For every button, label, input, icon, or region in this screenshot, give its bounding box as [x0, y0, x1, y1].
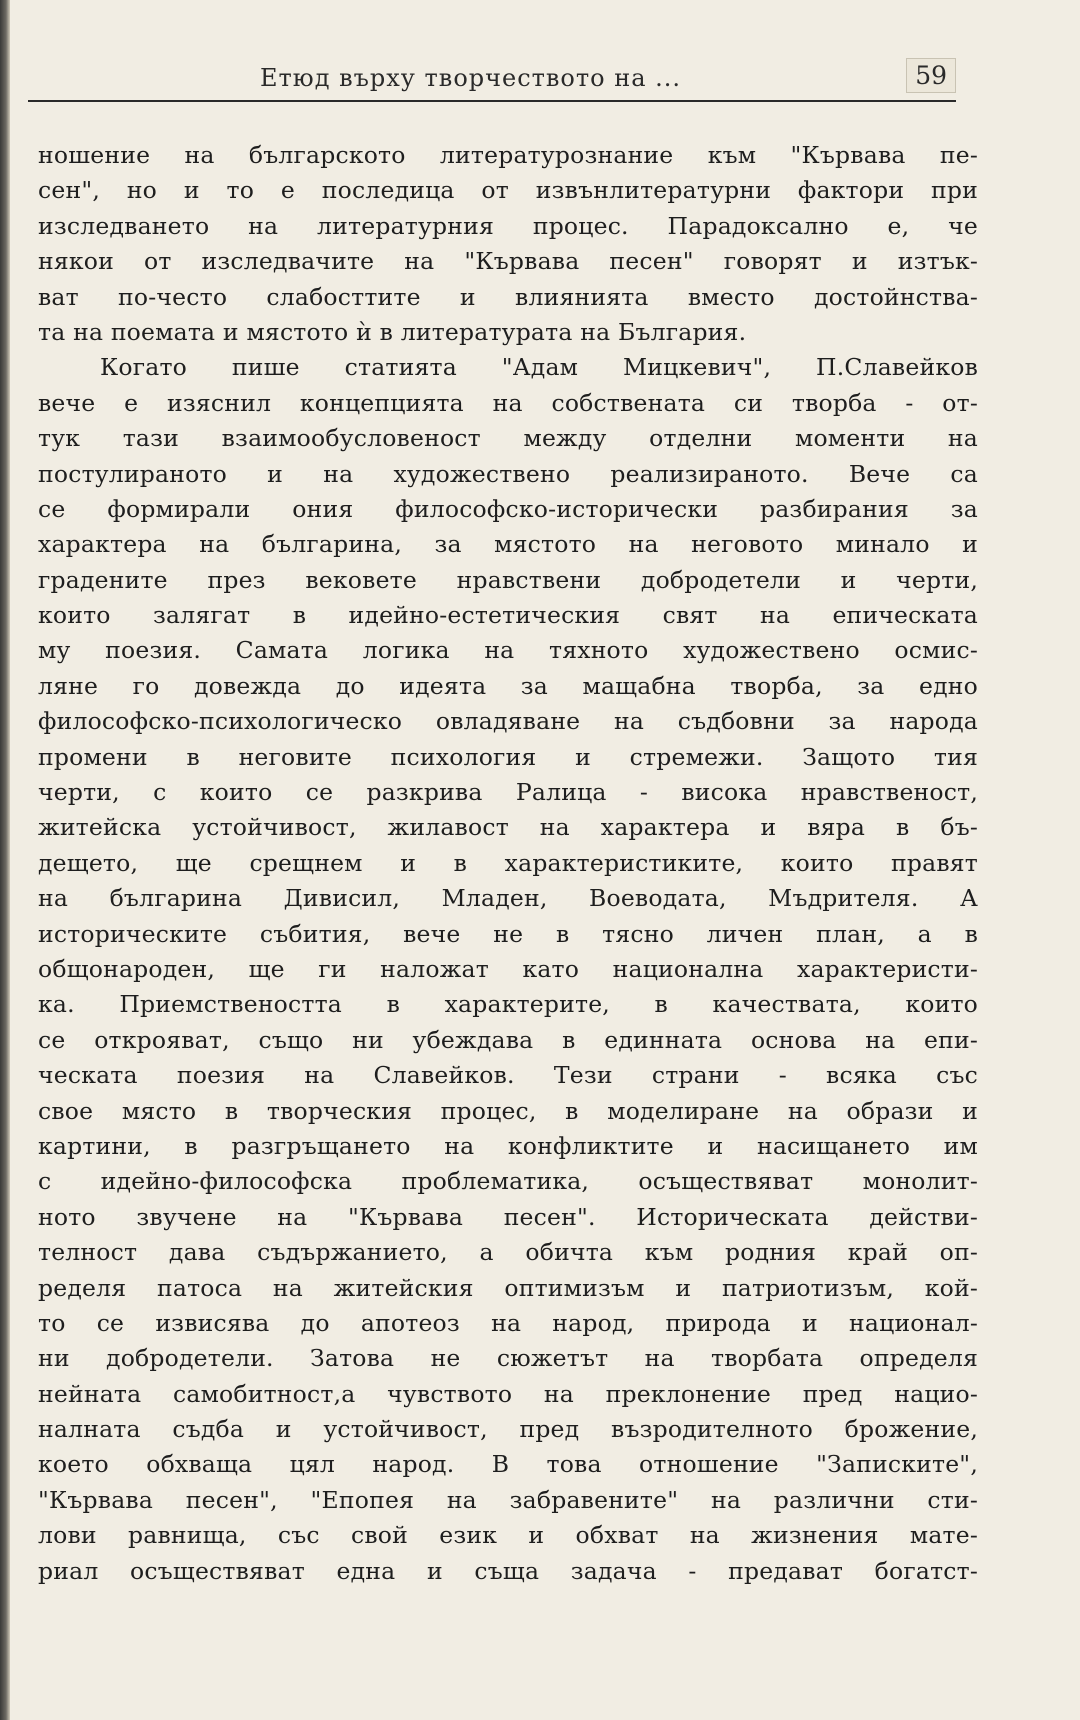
- text-line: ношение на българското литературознание към "Кървава пе-: [38, 141, 978, 169]
- text-line: общонароден, ще ги наложат като национална характеристи-: [38, 954, 978, 983]
- text-line: тук тази взаимообусловеност между отделни моменти на: [38, 424, 978, 453]
- text-line: което обхваща цял народ. В това отношение "Записките",: [38, 1450, 978, 1479]
- running-title: Етюд върху творчеството на ...: [260, 64, 682, 92]
- text-line: характера на българина, за мястото на неговото минало и: [38, 530, 978, 559]
- text-line: ческата поезия на Славейков. Тези страни - всяка със: [38, 1061, 978, 1090]
- text-line: ват по-често слабосттите и влиянията вместо достойнства-: [38, 282, 978, 311]
- text-line: с идейно-философска проблематика, осъществяват монолит-: [38, 1167, 978, 1196]
- text-line: се открояват, също ни убеждава в единната основа на епи-: [38, 1025, 978, 1054]
- text-line: сен", но и то е последица от извънлитературни фактори при: [38, 176, 978, 205]
- text-line: историческите събития, вече не в тясно личен план, а в: [38, 919, 978, 948]
- text-line: вече е изяснил концепцията на собствената си творба - от-: [38, 388, 978, 417]
- text-line: то се извисява до апотеоз на народ, природа и национал-: [38, 1308, 978, 1337]
- text-line: промени в неговите психология и стремежи. Защото тия: [38, 742, 978, 771]
- text-line: свое място в творческия процес, в моделиране на образи и: [38, 1096, 978, 1125]
- binding-edge: [0, 0, 10, 1720]
- text-line: някои от изследвачите на "Кървава песен" говорят и изтък-: [38, 247, 978, 276]
- text-line: та на поемата и мястото ѝ в литературата на България.: [38, 317, 747, 346]
- text-line: черти, с които се разкрива Ралица - висока нравственост,: [38, 778, 978, 807]
- text-line: изследването на литературния процес. Парадоксално е, че: [38, 211, 978, 240]
- text-line: дещето, ще срещнем и в характеристиките, които правят: [38, 848, 978, 877]
- text-line: се формирали ония философско-исторически разбирания за: [38, 494, 978, 523]
- text-line: риал осъществяват една и съща задача - предават богатст-: [38, 1556, 978, 1585]
- text-line: постулираното и на художествено реализираното. Вече са: [38, 459, 978, 488]
- page-header: [28, 58, 956, 102]
- body-text: [38, 138, 978, 1589]
- text-line: "Кървава песен", "Епопея на забравените" на различни сти-: [38, 1485, 978, 1514]
- text-line: телност дава съдържанието, а обичта към родния край оп-: [38, 1238, 978, 1267]
- text-line: житейска устойчивост, жилавост на характера и вяра в бъ-: [38, 813, 978, 842]
- text-line: които залягат в идейно-естетическия свят на епическата: [38, 601, 978, 630]
- text-line: му поезия. Самата логика на тяхното художествено осмис-: [38, 636, 978, 665]
- page-number: 59: [906, 58, 956, 93]
- text-line: лови равнища, със свой език и обхват на жизнения мате-: [38, 1521, 978, 1550]
- text-line: картини, в разгръщането на конфликтите и насищането им: [38, 1131, 978, 1160]
- text-line: на българина Дивисил, Младен, Воеводата, Мъдрителя. А: [38, 884, 978, 913]
- header-rule: [28, 100, 956, 102]
- text-line: градените през вековете нравствени добродетели и черти,: [38, 565, 978, 594]
- text-line: ното звучене на "Кървава песен". Историческата действи-: [38, 1202, 978, 1231]
- text-line: Когато пише статията "Адам Мицкевич", П.Славейков: [100, 353, 978, 382]
- text-line: философско-психологическо овладяване на съдбовни за народа: [38, 707, 978, 736]
- text-line: ляне го довежда до идеята за мащабна творба, за едно: [38, 671, 978, 700]
- text-line: ни добродетели. Затова не сюжетът на творбата определя: [38, 1344, 978, 1373]
- text-line: ределя патоса на житейския оптимизъм и патриотизъм, кой-: [38, 1273, 978, 1302]
- text-line: нейната самобитност,а чувството на преклонение пред нацио-: [38, 1379, 978, 1408]
- text-line: ка. Приемствеността в характерите, в качествата, които: [38, 990, 978, 1019]
- text-line: налната съдба и устойчивост, пред възродителното брожение,: [38, 1415, 978, 1444]
